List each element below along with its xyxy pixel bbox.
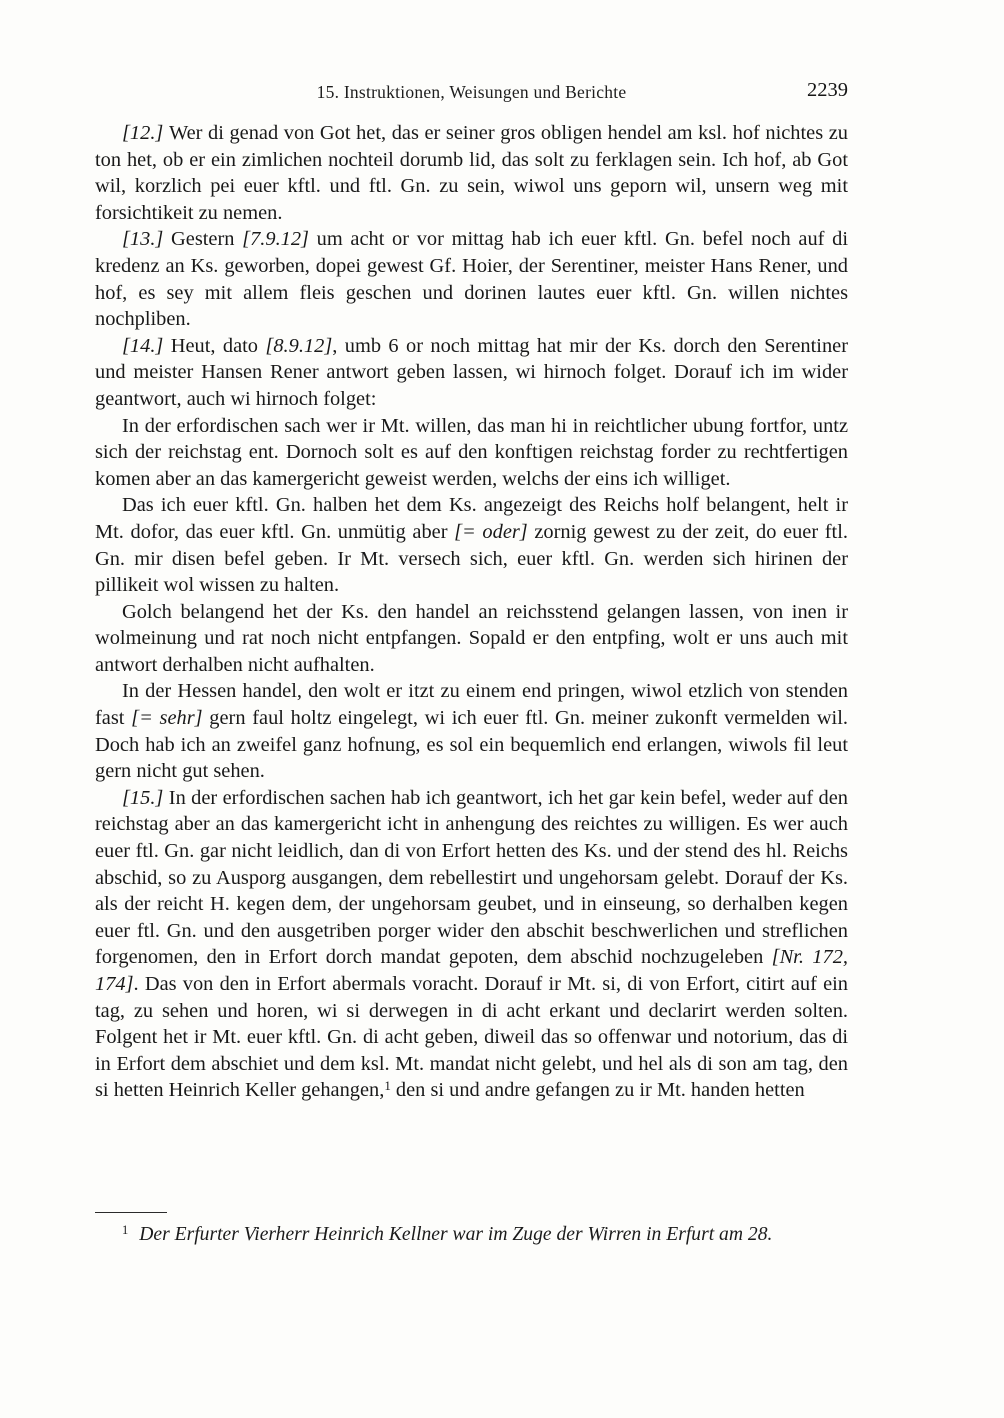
italic-run: [15.]	[122, 786, 169, 809]
text-run: Wer di genad von Got het, das er seiner gros obligen hendel am ksl. hof nichtes zu ton het, ob er ein zimlichen nochteil dorumb lid, das solt zu ferklagen sein. Ich hof, ab Got wil, korzlich pei euer kftl. und ftl. Gn. zu sein, wiwol uns geporn wil, unsern weg mit forsichtikeit zu nemen.	[95, 122, 848, 224]
italic-run: [= sehr]	[131, 707, 203, 730]
running-head: 15. Instruktionen, Weisungen und Berichte	[316, 82, 627, 102]
text-run: . Das von den in Erfort abermals voracht. Dorauf ir Mt. si, di von Erfort, citirt auf ein tag, zu sehen und horen, wi si derwegen in di acht erkant und declarirt werden solten. Folgent het ir Mt. euer kftl. Gn. di acht geben, diweil das so offenwar und notorium, das di in Erfort dem abschiet und dem ksl. Mt. mandat nicht gelebt, und hel als di son am tag, den si hetten Heinrich Keller gehangen,	[95, 973, 848, 1102]
footnote	[95, 1222, 848, 1247]
paragraph	[95, 599, 848, 679]
page-header	[95, 79, 848, 108]
text-run: In der erfordischen sachen hab ich geantwort, ich het gar kein befel, weder auf den reichstag aber an das kamergericht icht in anhengung des reichtes zu willigen. Es wer auch euer ftl. Gn. gar nicht leidlich, dan di von Erfort hetten des Ks. und der stend des hl. Reichs abschid, so zu Ausporg ausgangen, dem rebellestirt und ungehorsam gelebt. Dorauf der Ks. als der reicht H. kegen dem, der ungehorsam geubet, und in einseung, so derhalben kegen euer ftl. Gn. und den ausgetriben porger wider den abschit beschwerlichen und streflichen forgenomen, den in Erfort dorch mandat gepoten, dem abschid nochzugeleben	[95, 786, 848, 969]
footnote-section	[95, 1212, 848, 1247]
paragraph	[95, 226, 848, 332]
footnote-marker: 1	[122, 1223, 129, 1237]
text-run: Das ich euer kftl. Gn. halben het dem Ks. angezeigt des Reichs holf belangent, helt ir Mt. dofor, das euer kftl. Gn. unmütig aber	[95, 494, 848, 543]
text-run: In der Hessen handel, den wolt er itzt zu einem end pringen, wiwol etzlich von stenden fast	[95, 680, 848, 730]
italic-run: [= oder]	[454, 520, 528, 543]
page-number: 2239	[807, 79, 848, 101]
italic-run: [14.]	[122, 334, 171, 357]
text-run: den si und andre gefangen zu ir Mt. handen hetten	[390, 1079, 805, 1102]
text-run: Heut, dato	[170, 334, 266, 357]
footnote-separator	[95, 1212, 167, 1213]
footnote-reference: 1	[384, 1078, 391, 1094]
text-run: Gestern	[171, 228, 243, 251]
text-run: um acht or vor mittag hab ich euer kftl. Gn. befel noch auf di kredenz an Ks. geworben, dopei gewest Gf. Hoier, der Serentiner, meister Hans Rener, und hof, es sey mit allem fleis geschen und dorinen lautes euer kftl. Gn. willen nichtes nochpliben.	[95, 228, 848, 331]
text-run: Golch belangend het der Ks. den handel an reichsstend gelangen lassen, von inen ir wolmeinung und rat noch nicht entpfangen. Sopald er den entpfing, wolt er uns auch mit antwort derhalben nicht aufhalten.	[95, 600, 848, 676]
text-run: gern faul holtz eingelegt, wi ich euer ftl. Gn. meiner zukonft vermelden wil. Doch hab ich an zweifel ganz hofnung, es sol ein bequemlich end erlangen, wiwols fil leut gern nicht gut sehen.	[95, 707, 848, 783]
paragraph	[95, 333, 848, 413]
italic-run: [Nr. 172, 174]	[95, 946, 848, 995]
paragraph	[95, 413, 848, 493]
italic-run: [13.]	[122, 228, 172, 251]
footnote-text: Der Erfurter Vierherr Heinrich Kellner war im Zuge der Wirren in Erfurt am 28.	[139, 1224, 773, 1245]
text-run: In der erfordischen sach wer ir Mt. willen, das man hi in reichtlicher ubung fortfor, untz sich der reichstag ent. Dornoch solt es auf den konftigen reichstag forder zu rechtfertigen komen aber an das kamergericht geweist werden, welchs der eins ich williget.	[95, 414, 848, 490]
text-run: zornig gewest zu der zeit, do euer ftl. Gn. mir disen befel geben. Ir Mt. versech sich, euer kftl. Gn. werden sich hirinen der pillikeit wol wissen zu halten.	[95, 520, 848, 597]
paragraph	[95, 678, 848, 784]
paragraph	[95, 120, 848, 226]
document-body	[95, 120, 848, 1104]
paragraph	[95, 492, 848, 598]
italic-run: [8.9.12]	[265, 334, 333, 357]
text-run: , umb 6 or noch mittag hat mir der Ks. dorch den Serentiner und meister Hansen Rener antwort geben lassen, wi hirnoch folget. Dorauf ich im wider geantwort, auch wi hirnoch folget:	[95, 334, 848, 410]
paragraph	[95, 785, 848, 1104]
italic-run: [7.9.12]	[242, 228, 309, 251]
italic-run: [12.]	[122, 122, 169, 144]
